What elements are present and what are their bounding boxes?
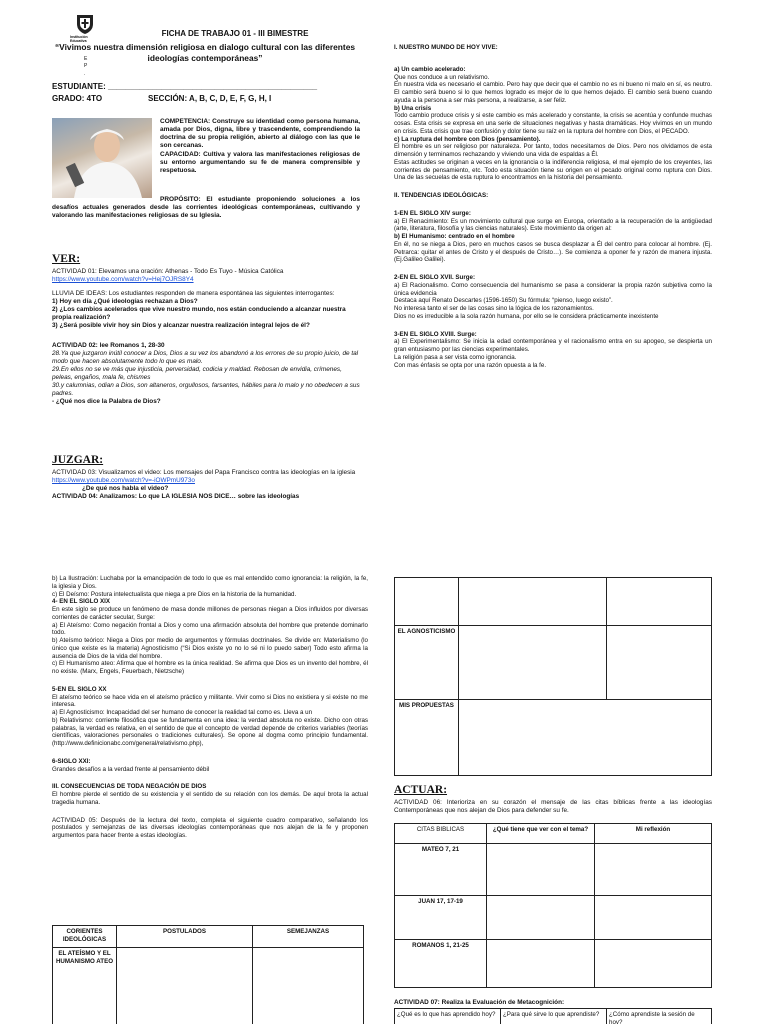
answer-cell[interactable] [487,940,595,988]
section-ii-heading: II. TENDENCIAS IDEOLÓGICAS: [394,192,489,199]
meta-question-3: ¿Cómo aprendiste la sesión de hoy? [607,1009,712,1024]
question-2: 2) ¿Los cambios acelerados que vive nuestro mundo, nos están conduciendo a alcanzar nuestra propia realización? [52,306,346,322]
activity-01-link[interactable]: https://www.youtube.com/watch?v=Hej7OJRS8Y4 [52,276,194,284]
answer-cell[interactable] [595,844,712,896]
activity-03-link[interactable]: https://www.youtube.com/watch?v=-iOWPmU973o [52,477,195,485]
humanismo-ateo-text: c) El Humanismo ateo: Afirma que el hombre es la única realidad. Se afirma que Dios es un invento del hombre, él no existe. (Marx, Engels, Feuerbach, Nietzsche) [52,660,368,675]
cita-juan: JUAN 17, 17-19 [395,896,487,940]
left-bottom-column [52,575,368,840]
dios-razon-text: Dios no es irreducible a la sola razón humana, por ello se le considera prácticamente inexistente [394,312,659,320]
table-row-agnosticismo: EL AGNOSTICISMO [395,626,459,700]
pope-image-icon [52,118,152,198]
siglo-xxi-text: Grandes desafíos a la verdad frente al pensamiento débil [52,765,210,773]
citas-table [394,823,712,988]
school-logo [74,13,96,35]
table-header-corrientes: CORIENTES IDEOLÓGICAS [53,926,117,948]
section-i-heading: I. NUESTRO MUNDO DE HOY VIVE: [394,44,498,51]
activity-07: ACTIVIDAD 07: Realiza la Evaluación de Metacognición: [394,999,565,1006]
meta-question-1: ¿Qué es lo que has aprendido hoy? [395,1009,501,1024]
cita-romanos: ROMANOS 1, 21-25 [395,940,487,988]
razon-opuesta-text: Con mas énfasis se opta por una razón opuesta a la fe. [394,361,547,369]
renacimiento-text: a) El Renacimiento: Es un movimiento cultural que surge en Europa, orientado a la recuperación de la antigüedad (arte, literatura, filosofía y las ciencias naturales). Este movimiento da origen al: [394,217,712,233]
answer-cell[interactable] [117,948,253,1024]
ateismo-teorico-text: b) Ateísmo teórico: Niega a Dios por medio de argumentos y fórmulas doctrinales. Se divide en: Materialismo (lo único que existe es la materia) Agnosticismo (“Si Dios existe yo no lo sé ni lo puedo saber) Todo esto afirma la ausencia de Dios de la vida del hombre. [52,637,368,660]
table-header-postulados: POSTULADOS [117,926,253,948]
section-iii-heading: III. CONSECUENCIAS DE TODA NEGACIÓN DE DIOS [52,783,207,791]
siglo-xix-heading: 4- EN EL SIGLO XIX [52,598,110,606]
citas-header-reflexion: Mi reflexión [595,824,712,844]
romans-verse-29: 29.En ellos no se ve más que injusticia, perversidad, codicia y maldad. Rebosan de envidia, crímenes, peleas, engaños, mala fe, chismes [52,366,342,382]
siglo-xvii-heading: 2-EN EL SIGLO XVII. Surge: [394,274,476,281]
citas-header-citas: CITAS BIBLICAS [395,824,487,844]
comparison-table-continued [394,577,712,776]
worksheet-title: FICHA DE TRABAJO 01 - III BIMESTRE [161,29,309,38]
actuar-heading: ACTUAR: [394,784,448,796]
answer-cell[interactable] [253,948,364,1024]
comparison-table [52,925,364,1024]
question-1: 1) Hoy en día ¿Qué ideologías rechazan a Dios? [52,298,198,306]
deismo-text: c) El Deísmo: Postura intelectualista que niega a pre Dios en la historia de la humanidad. [52,590,297,598]
romans-question: - ¿Qué nos dice la Palabra de Dios? [52,398,161,406]
proposito-text: PROPÓSITO: El estudiante proponiendo soluciones a los desafíos actuales generados desde las corrientes ideológicas contemporáneas, cultivando y valorando las manifestaciones religiosas de su Iglesia. [52,196,360,220]
crisis-title: b) Una crisis [394,104,432,112]
lluvia-ideas: LLUVIA DE IDEAS: Los estudiantes responden de manera espontánea las siguientes interrogantes: [52,290,335,298]
cambio-title: a) Un cambio acelerado: [394,65,466,73]
ateismo-text: a) El Ateísmo: Como negación frontal a Dios y como una afirmación absoluta del hombre que pretende dominarlo todo. [52,621,368,637]
side-letter: E [84,56,88,62]
meta-question-2: ¿Para qué sirve lo que aprendiste? [501,1009,607,1024]
table-row-propuestas: MIS PROPUESTAS [395,700,459,776]
metacognition-table [394,1008,712,1024]
activity-01: ACTIVIDAD 01: Elevamos una oración: Athenas - Todo Es Tuyo - Música Católica [52,268,284,276]
answer-cell[interactable] [395,578,459,626]
humanismo-text: En él, no se niega a Dios, pero en muchos casos se busca desplazar a Él del centro para colocar al hombre. (Ej. Petrarca: quitar el antes de Cristo y el después de Cristo…). Se comienza a oponer fe y razón de manera injusta. (Ej.Galileo Galilei). [394,240,712,264]
activity-03: ACTIVIDAD 03: Visualizamos el video: Los mensajes del Papa Francisco contra las ideologías en la iglesia [52,469,356,477]
activity-02: ACTIVIDAD 02: lee Romanos 1, 28-30 [52,342,165,350]
romans-verse-28: 28.Ya que juzgaron inútil conocer a Dios, Dios a su vez los abandonó a los errores de su propio juicio, de tal modo que hacen absolutamente todo lo que es malo. [52,350,359,366]
activity-04: ACTIVIDAD 04: Analizamos: Lo que LA IGLESIA NOS DICE… sobre las ideologías [52,493,300,501]
ver-heading: VER: [52,253,81,265]
side-letter: P [84,63,88,70]
siglo-xiv-heading: 1-EN EL SIGLO XIV surge: [394,209,471,217]
humanismo-title: b) El Humanismo: centrado en el hombre [394,233,515,240]
ilustracion-text: b) La Ilustración: Luchaba por la emancipación de todo lo que es mal entendido como ignorancia: la religión, la fe, la iglesia y Dios. [52,575,368,590]
siglo-xix-text: En este siglo se produce un fenómeno de masa donde millones de personas niegan a Dios influidos por diversas corrientes de carácter secular, Surge: [52,606,368,621]
answer-cell[interactable] [607,626,712,700]
worksheet-subtitle: “Vivimos nuestra dimensión religiosa en dialogo cultural con las diferentes ideologías contemporáneas” [54,42,356,63]
ruptura-title: c) La ruptura del hombre con Dios (pensamiento). [394,135,541,143]
student-field: ESTUDIANTE: _______________________________________________ [52,82,318,91]
siglo-xviii-heading: 3-EN EL SIGLO XVIII. Surge: [394,330,477,338]
answer-cell[interactable] [595,896,712,940]
pope-photo [52,118,152,198]
answer-cell[interactable] [607,578,712,626]
cambio-text-1: Que nos conduce a un relativismo. [394,73,490,81]
right-top-column [394,44,712,369]
actuar-section [394,783,712,815]
romans-verse-30: 30.y calumnias, odian a Dios, son altaneros, orgullosos, farsantes, hábiles para lo malo y no obedecen a sus padres. [52,382,360,398]
razonamientos-text: No interesa tanto el ser de las cosas sino la lógica de los razonamientos. [394,305,594,312]
crisis-text: Todo cambio produce crisis y si este cambio es más acelerado y constante, la crisis se acentúa y confunde muchas cosas. Esta crisis se expresa en una serie de situaciones negativas y hasta dramáticas. Hoy vivimos en un mundo en crisis. Esta crisis que trae confusión y dolor tiene su raíz en la ruptura del hombre con Dios, el PECADO. [394,112,712,135]
answer-cell[interactable] [459,626,607,700]
siglo-xxi-heading: 6-SIGLO XXI: [52,757,91,765]
siglo-xx-text: El ateísmo teórico se hace vida en el ateísmo práctico y militante. Vivir como si Dios no existiera y si existe no me interesa. [52,693,368,709]
question-3: 3) ¿Será posible vivir hoy sin Dios y alcanzar nuestra realización integral lejos de él? [52,322,310,330]
logo-caption: Institución Educativa [70,35,88,44]
school-crest-icon [74,13,96,35]
activity-03-question: ¿De qué nos habla el video? [82,485,169,493]
citas-header-tema: ¿Qué tiene que ver con el tema? [487,824,595,844]
relativismo-text: b) Relativismo: corriente filosófica que se fundamenta en una idea: la verdad absoluta no existe. Dicho con otras palabras, la verdad es relativa, en el sentido de que el concepto de verdad depende de criterios variables (teorías científicas, valoraciones personales o tradiciones culturales). Se opone al dogma como principio fundamental. (http://www.definicionabc.com/general/relativismo.php), [52,716,368,747]
ver-section [52,252,362,406]
juzgar-section [52,453,362,501]
section-iii-text: El hombre pierde el sentido de su existencia y el sentido de su relación con los demás. De aquí brota la actual tragedia humana. [52,791,368,806]
descartes-text: Destaca aquí Renato Descartes (1596-1650) Su fórmula: “pienso, luego existo”. [394,297,613,305]
table-row-ateismo: EL ATEÍSMO Y EL HUMANISMO ATEO [53,948,117,1024]
siglo-xx-heading: 5-EN EL SIGLO XX [52,685,107,693]
religion-ignorancia-text: La religión pasa a ser vista como ignorancia. [394,353,517,361]
answer-cell[interactable] [459,578,607,626]
juzgar-heading: JUZGAR: [52,454,104,466]
cambio-text-2: En nuestra vida es necesario el cambio. Pero hay que decir que el cambio no es ni bueno ni malo en sí, es neutro. El cambio será bueno si lo que hemos logrado es mejor de lo que hemos dejado. El cambio será bueno cuando ayuda a la persona a ser más persona, a realizarse, a ser feliz. [394,81,712,104]
section-label: SECCIÓN: A, B, C, D, E, F, G, H, I [148,94,272,103]
cita-mateo: MATEO 7, 21 [395,844,487,896]
answer-cell[interactable] [595,940,712,988]
side-letter: . [84,70,86,77]
answer-cell[interactable] [487,844,595,896]
answer-cell[interactable] [459,700,712,776]
capacidad-text: CAPACIDAD: Cultiva y valora las manifestaciones religiosas de su entorno argumentando su fe de manera comprensible y respetuosa. [160,150,360,174]
experimentalismo-text: a) El Experimentalismo: Se inicia la edad contemporánea y el racionalismo entra en su apogeo, se despierta un gran entusiasmo por las ciencias experimentales. [394,338,712,353]
competencia-text: COMPETENCIA: Construye su identidad como persona humana, amada por Dios, digna, libre y trascendente, comprendiendo la doctrina de su propia religión, abierto al diálogo con las que le son cercanas. [160,118,360,150]
activity-06: ACTIVIDAD 06: Interioriza en su corazón el mensaje de las citas bíblicas frente a las ideologías Contemporáneas que nos alejan de Dios para defender su fe. [394,799,712,815]
racionalismo-text: a) El Racionalismo. Como consecuencia del humanismo se pasa a considerar la propia razón subjetiva como la única evidencia [394,281,712,297]
table-header-semejanzas: SEMEJANZAS [253,926,364,948]
intro-block [160,118,360,175]
answer-cell[interactable] [487,896,595,940]
activity-05: ACTIVIDAD 05: Después de la lectura del texto, completa el siguiente cuadro comparativo, señalando los postulados y semejanzas de las diversas ideologías contemporáneas que nos alejan de la fe y proponen argumentos para hacer frente a estas ideologías. [52,816,368,839]
agnosticismo-text: a) El Agnosticismo: Incapacidad del ser humano de conocer la realidad tal como es. Lleva a un [52,709,313,716]
ruptura-text-2: Estas actitudes se originan a veces en la ignorancia o la indiferencia religiosa, el mal ejemplo de los creyentes, las corrientes de pensamiento, etc. Todo esta situación tiene su origen en el pecado original como ruptura con Dios. Una de las secuelas de esta ruptura lo encontramos en la historia del pensamiento. [394,158,712,182]
grade-label: GRADO: 4TO [52,94,103,103]
ruptura-text-1: El hombre es un ser religioso por naturaleza. Por tanto, todos necesitamos de Dios. Pero nos olvidamos de esta dimensión y terminamos rechazando y viviendo una vida de espaldas a Él. [394,143,712,158]
